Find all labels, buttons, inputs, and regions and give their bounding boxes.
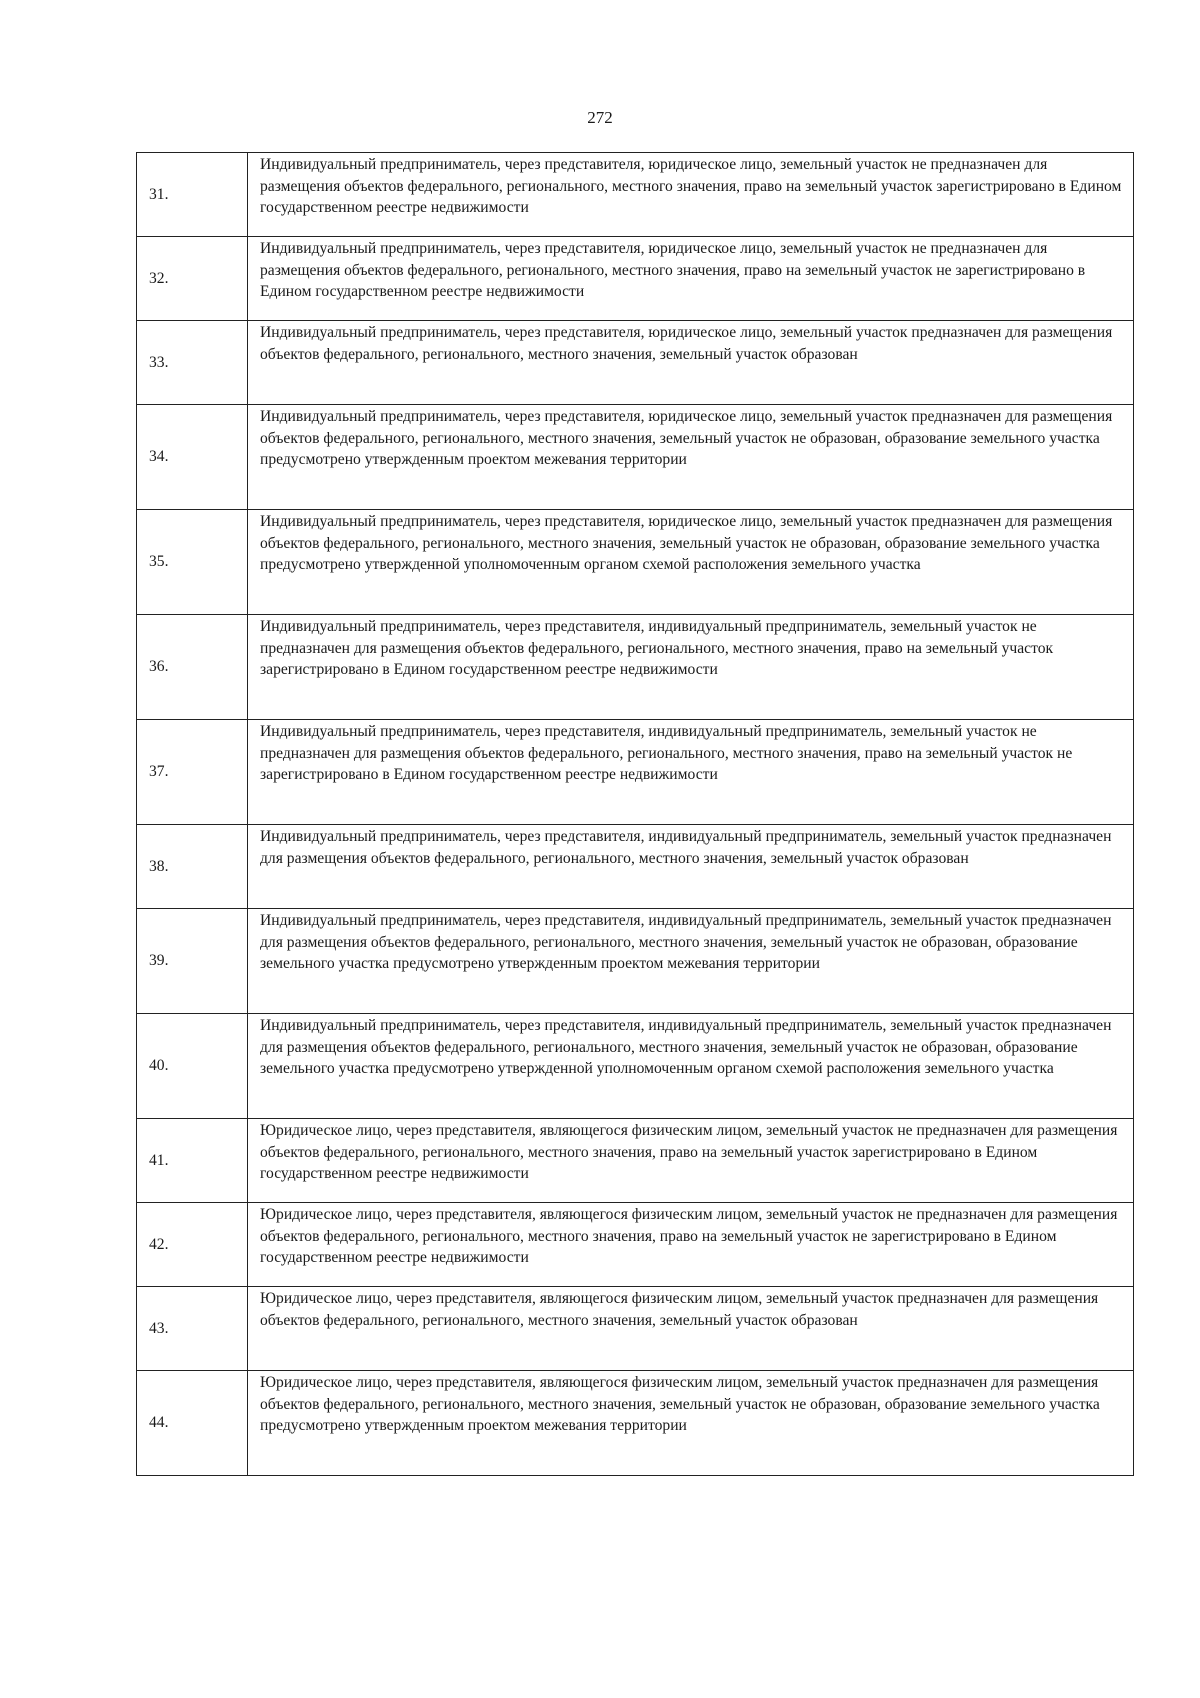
row-number: 35. (137, 510, 248, 615)
row-description: Индивидуальный предприниматель, через представителя, юридическое лицо, земельный участок предназначен для размещения объектов федерального, регионального, местного значения, земельный участок не образован, образование земельного участка предусмотрено утвержденным проектом межевания территории (248, 405, 1134, 510)
table-row (137, 1119, 1134, 1203)
table-row (137, 615, 1134, 720)
table-row (137, 825, 1134, 909)
cases-table (136, 152, 1134, 1476)
table-row (137, 720, 1134, 825)
table-row (137, 1371, 1134, 1476)
page-number: 272 (587, 108, 613, 127)
row-description: Индивидуальный предприниматель, через представителя, юридическое лицо, земельный участок не предназначен для размещения объектов федерального, регионального, местного значения, право на земельный участок не зарегистрировано в Едином государственном реестре недвижимости (248, 237, 1134, 321)
row-description: Индивидуальный предприниматель, через представителя, индивидуальный предприниматель, земельный участок предназначен для размещения объектов федерального, регионального, местного значения, земельный участок не образован, образование земельного участка предусмотрено утвержденным проектом межевания территории (248, 909, 1134, 1014)
row-number: 31. (137, 153, 248, 237)
row-description: Индивидуальный предприниматель, через представителя, юридическое лицо, земельный участок предназначен для размещения объектов федерального, регионального, местного значения, земельный участок не образован, образование земельного участка предусмотрено утвержденной уполномоченным органом схемой расположения земельного участка (248, 510, 1134, 615)
row-number: 43. (137, 1287, 248, 1371)
row-description: Юридическое лицо, через представителя, являющегося физическим лицом, земельный участок не предназначен для размещения объектов федерального, регионального, местного значения, право на земельный участок не зарегистрировано в Едином государственном реестре недвижимости (248, 1203, 1134, 1287)
row-description: Индивидуальный предприниматель, через представителя, юридическое лицо, земельный участок не предназначен для размещения объектов федерального, регионального, местного значения, право на земельный участок зарегистрировано в Едином государственном реестре недвижимости (248, 153, 1134, 237)
row-description: Юридическое лицо, через представителя, являющегося физическим лицом, земельный участок не предназначен для размещения объектов федерального, регионального, местного значения, право на земельный участок зарегистрировано в Едином государственном реестре недвижимости (248, 1119, 1134, 1203)
table-row (137, 237, 1134, 321)
table-row (137, 1014, 1134, 1119)
row-number: 34. (137, 405, 248, 510)
table-row (137, 1203, 1134, 1287)
row-number: 42. (137, 1203, 248, 1287)
table-row (137, 321, 1134, 405)
row-number: 33. (137, 321, 248, 405)
table-row (137, 510, 1134, 615)
row-description: Индивидуальный предприниматель, через представителя, индивидуальный предприниматель, земельный участок не предназначен для размещения объектов федерального, регионального, местного значения, право на земельный участок не зарегистрировано в Едином государственном реестре недвижимости (248, 720, 1134, 825)
row-description: Индивидуальный предприниматель, через представителя, индивидуальный предприниматель, земельный участок предназначен для размещения объектов федерального, регионального, местного значения, земельный участок не образован, образование земельного участка предусмотрено утвержденной уполномоченным органом схемой расположения земельного участка (248, 1014, 1134, 1119)
row-number: 32. (137, 237, 248, 321)
table-row (137, 405, 1134, 510)
table-row (137, 1287, 1134, 1371)
row-description: Юридическое лицо, через представителя, являющегося физическим лицом, земельный участок предназначен для размещения объектов федерального, регионального, местного значения, земельный участок образован (248, 1287, 1134, 1371)
row-description: Индивидуальный предприниматель, через представителя, индивидуальный предприниматель, земельный участок не предназначен для размещения объектов федерального, регионального, местного значения, право на земельный участок зарегистрировано в Едином государственном реестре недвижимости (248, 615, 1134, 720)
row-number: 36. (137, 615, 248, 720)
row-number: 39. (137, 909, 248, 1014)
row-number: 41. (137, 1119, 248, 1203)
row-number: 38. (137, 825, 248, 909)
row-description: Юридическое лицо, через представителя, являющегося физическим лицом, земельный участок предназначен для размещения объектов федерального, регионального, местного значения, земельный участок не образован, образование земельного участка предусмотрено утвержденным проектом межевания территории (248, 1371, 1134, 1476)
row-number: 44. (137, 1371, 248, 1476)
table-row (137, 153, 1134, 237)
row-description: Индивидуальный предприниматель, через представителя, юридическое лицо, земельный участок предназначен для размещения объектов федерального, регионального, местного значения, земельный участок образован (248, 321, 1134, 405)
row-description: Индивидуальный предприниматель, через представителя, индивидуальный предприниматель, земельный участок предназначен для размещения объектов федерального, регионального, местного значения, земельный участок образован (248, 825, 1134, 909)
table-row (137, 909, 1134, 1014)
row-number: 40. (137, 1014, 248, 1119)
cases-table-container (136, 152, 1134, 1476)
row-number: 37. (137, 720, 248, 825)
